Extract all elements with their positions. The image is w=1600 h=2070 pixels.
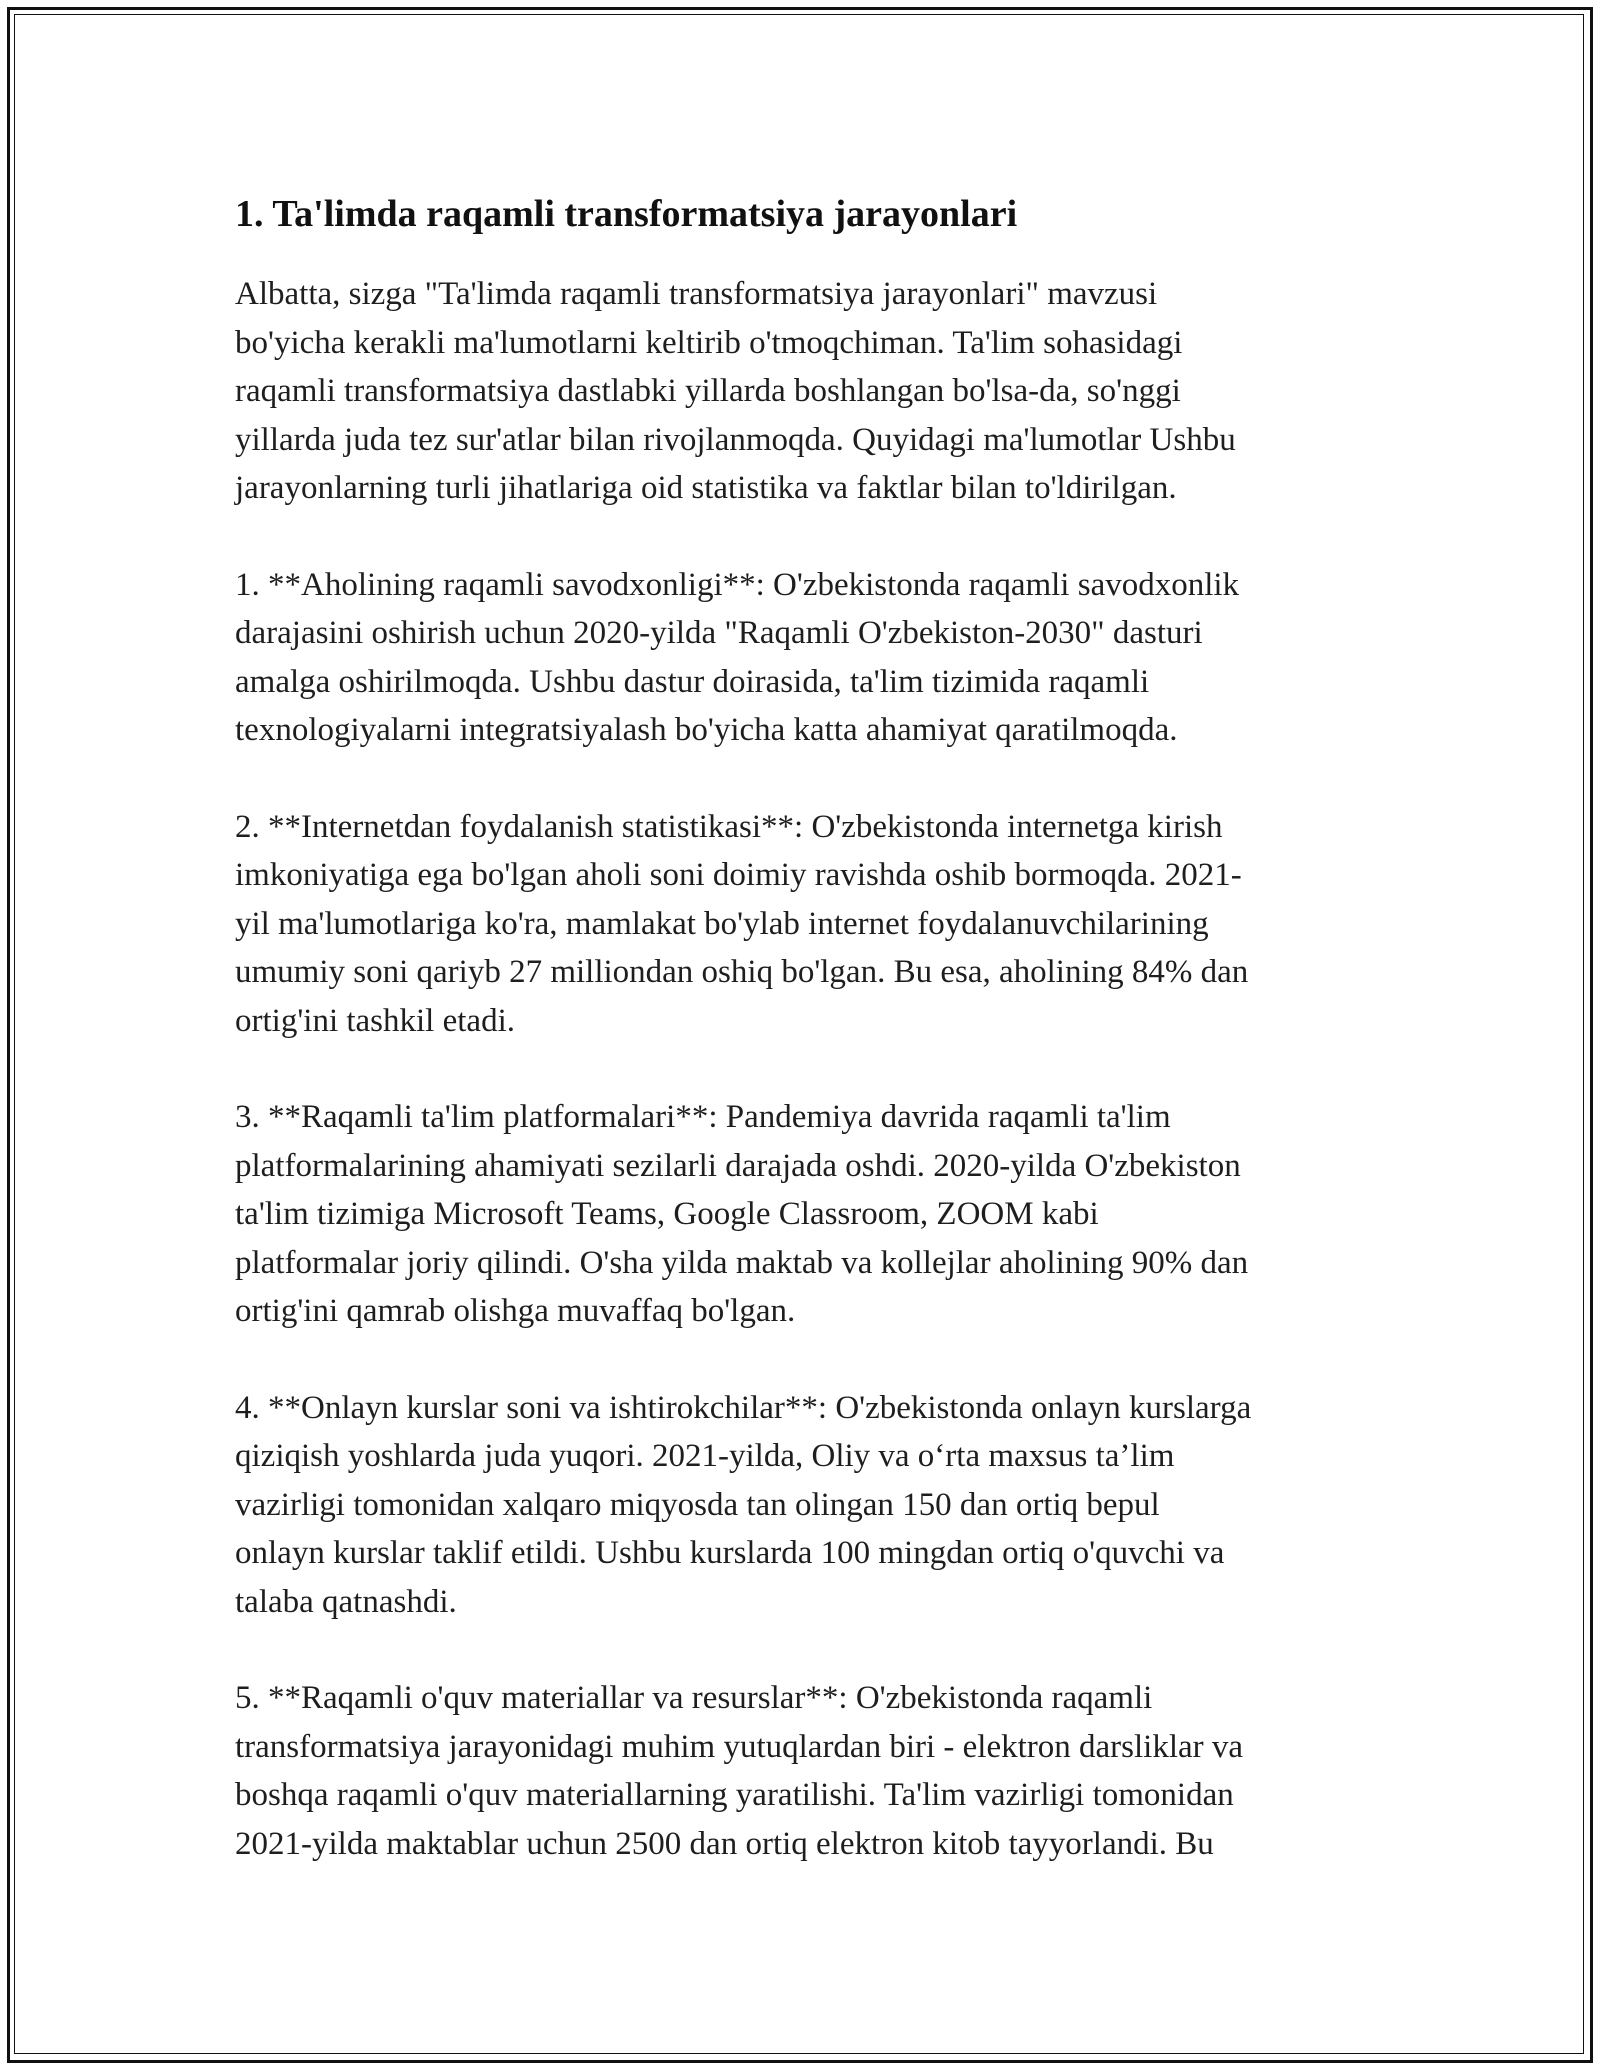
paragraph-item-1: 1. **Aholining raqamli savodxonligi**: O'zbekistonda raqamli savodxonlik darajasini oshirish uchun 2020-yilda "Raqamli O'zbekiston-2030" dasturi amalga oshirilmoqda. Ushbu dastur doirasida, ta'lim tizimida raqamli texnologiyalarni integratsiyalash bo'yicha katta ahamiyat qaratilmoqda. — [235, 566, 1240, 748]
paragraph-item-4: 4. **Onlayn kurslar soni va ishtirokchilar**: O'zbekistonda onlayn kurslarga qiziqish yoshlarda juda yuqori. 2021-yilda, Oliy va o‘rta maxsus ta’lim vazirligi tomonidan xalqaro miqyosda tan olingan 150 dan ortiq bepul onlayn kurslar taklif etildi. Ushbu kurslarda 100 mingdan ortiq o'quvchi va talaba qatnashdi. — [235, 1389, 1252, 1620]
paragraph-item-5: 5. **Raqamli o'quv materiallar va resurslar**: O'zbekistonda raqamli transformatsiya jarayonidagi muhim yutuqlardan biri - elektron darsliklar va boshqa raqamli o'quv materiallarning yaratilishi. Ta'lim vazirligi tomonidan 2021-yilda maktablar uchun 2500 dan ortiq elektron kitob tayyorlandi. Bu — [235, 1680, 1244, 1862]
paragraph-item-3: 3. **Raqamli ta'lim platformalari**: Pandemiya davrida raqamli ta'lim platformalarining ahamiyati sezilarli darajada oshdi. 2020-yilda O'zbekiston ta'lim tizimiga Microsoft Teams, Google Classroom, ZOOM kabi platformalar joriy qilindi. O'sha yilda maktab va kollejlar aholining 90% dan ortig'ini qamrab olishga muvaffaq bo'lgan. — [235, 1099, 1249, 1329]
intro-paragraph: Albatta, sizga "Ta'limda raqamli transformatsiya jarayonlari" mavzusi bo'yicha kerakli ma'lumotlarni keltirib o'tmoqchiman. Ta'lim sohasidagi raqamli transformatsiya dastlabki yillarda boshlangan bo'lsa-da, so'nggi yillarda juda tez sur'atlar bilan rivojlanmoqda. Quyidagi ma'lumotlar Ushbu jarayonlarning turli jihatlariga oid statistika va faktlar bilan to'ldirilgan. — [235, 276, 1236, 506]
document-title: 1. Ta'limda raqamli transformatsiya jarayonlari — [235, 193, 1018, 235]
document-body — [235, 186, 1375, 1916]
paragraph-item-2: 2. **Internetdan foydalanish statistikasi**: O'zbekistonda internetga kirish imkoniyatiga ega bo'lgan aholi soni doimiy ravishda oshib bormoqda. 2021- yil ma'lumotlariga ko'ra, mamlakat bo'ylab internet foydalanuvchilarining umumiy soni qariyb 27 milliondan oshiq bo'lgan. Bu esa, aholining 84% dan ortig'ini tashkil etadi. — [235, 808, 1249, 1039]
